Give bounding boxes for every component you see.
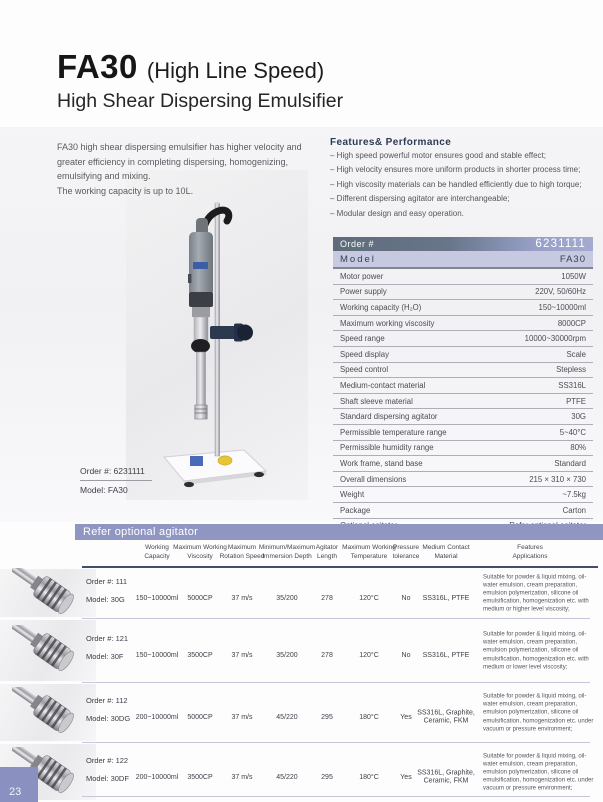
- agitator-model: Model: 30DG: [86, 714, 131, 723]
- viscosity-value: 3500CP: [187, 652, 213, 659]
- speed-value: 37 m/s: [231, 594, 253, 602]
- immersion-value: 45/220: [276, 714, 298, 721]
- spec-value: 5~40°C: [559, 427, 586, 437]
- column-header: Pressure tolerance: [392, 544, 420, 561]
- viscosity-value: 3500CP: [187, 773, 213, 781]
- spec-label: Speed range: [340, 334, 385, 344]
- spec-value: 8000CP: [557, 318, 586, 328]
- features-applications: Suitable for powder & liquid mixing, oil-water emulsion, cream preparation, emulsion polymerization, silicone oil emulsification, homogenization etc. under vacuum or pressure environment;: [483, 752, 594, 792]
- agitator-photo: [12, 625, 90, 677]
- column-header: Medium Contact Material: [422, 544, 470, 561]
- spec-header-row: [333, 237, 593, 251]
- feature-item: – Modular design and easy operation.: [330, 208, 464, 218]
- agitator-order: Order #: 112: [86, 696, 128, 705]
- spec-row: [333, 472, 593, 488]
- product-caption: [80, 466, 152, 495]
- optional-agitator-heading: Refer optional agitator: [75, 524, 603, 540]
- material-value: SS316L, PTFE: [422, 594, 470, 602]
- spec-value: SS316L: [558, 380, 586, 390]
- feature-item: – High viscosity materials can be handled efficiently due to high torque;: [330, 179, 582, 189]
- spec-value: Scale: [566, 349, 586, 359]
- capacity-value: 150~10000ml: [135, 652, 179, 659]
- spec-row: [333, 331, 593, 347]
- material-value: SS316L, Graphite, Ceramic, FKM: [417, 769, 475, 785]
- material-value: SS316L, Graphite, Ceramic, FKM: [417, 709, 475, 725]
- spec-value: Carton: [562, 505, 586, 515]
- length-value: 278: [321, 594, 333, 602]
- caption-model: Model: FA30: [80, 485, 128, 495]
- agitator-order: Order #: 121: [86, 634, 129, 643]
- spec-row: [333, 347, 593, 363]
- viscosity-value: 5000CP: [187, 594, 213, 602]
- spec-label: Standard dispersing agitator: [340, 412, 438, 422]
- page-title: [57, 48, 324, 86]
- spec-row: [333, 363, 593, 379]
- feature-item: – High velocity ensures more uniform products in shorter process time;: [330, 165, 581, 175]
- length-value: 295: [321, 773, 333, 781]
- viscosity-value: 5000CP: [187, 714, 213, 721]
- speed-value: 37 m/s: [231, 714, 253, 721]
- spec-label: Power supply: [340, 287, 387, 297]
- spec-table: [333, 237, 593, 534]
- column-header: Agitator Length: [315, 544, 339, 561]
- page-number: 23: [0, 767, 38, 802]
- spec-row: [333, 409, 593, 425]
- spec-row: [333, 269, 593, 285]
- spec-label: Medium-contact material: [340, 380, 426, 390]
- pressure-value: Yes: [400, 773, 412, 781]
- model-value: FA30: [559, 253, 586, 265]
- spec-model-row: [333, 251, 593, 269]
- capacity-value: 200~10000ml: [135, 773, 179, 781]
- agitator-model: Model: 30G: [86, 594, 125, 604]
- product-subtitle: High Shear Dispersing Emulsifier: [57, 90, 344, 112]
- agitator-row: [0, 743, 603, 802]
- temperature-value: 180°C: [359, 773, 379, 781]
- spec-label: Shaft sleeve material: [340, 396, 413, 406]
- base-yellow-label: [218, 456, 232, 465]
- motor-label: [193, 262, 208, 269]
- temperature-value: 120°C: [359, 652, 379, 659]
- spec-row: [333, 394, 593, 410]
- spec-row: [333, 487, 593, 503]
- immersion-value: 35/200: [276, 652, 298, 659]
- features-applications: Suitable for powder & liquid mixing, oil-water emulsion, cream preparation, emulsion polymerization, silicone oil emulsification, homogenization etc. with medium or higher level viscosity;: [483, 573, 589, 613]
- spec-row: [333, 441, 593, 457]
- column-header: Maximum Rotation Speed: [219, 544, 265, 561]
- spec-label: Speed control: [340, 365, 389, 375]
- agitator-photo: [12, 568, 90, 620]
- agitator-model: Model: 30F: [86, 652, 124, 661]
- spec-value: Standard: [554, 458, 586, 468]
- spec-label: Weight: [340, 490, 365, 500]
- spec-row: [333, 378, 593, 394]
- pressure-value: Yes: [400, 714, 412, 721]
- spec-row: [333, 503, 593, 519]
- spec-row: [333, 425, 593, 441]
- spec-value: 220V, 50/60Hz: [535, 287, 586, 297]
- spec-label: Motor power: [340, 271, 384, 281]
- agitator-model: Model: 30DF: [86, 773, 129, 783]
- agitator-row: [0, 683, 603, 743]
- spec-label: Package: [340, 505, 371, 515]
- spec-value: 1050W: [561, 271, 586, 281]
- base-blue-label: [190, 456, 203, 466]
- temperature-value: 180°C: [359, 714, 379, 721]
- description-capacity: The working capacity is up to 10L.: [57, 185, 194, 196]
- features-applications: Suitable for powder & liquid mixing, oil-water emulsion, cream preparation, emulsion polymerization, silicone oil emulsification, homogenization etc. under vacuum or pressure environment;: [483, 693, 594, 733]
- model-name: FA30: [57, 48, 138, 85]
- order-number-value: 6231111: [535, 238, 586, 250]
- description-paragraph: FA30 high shear dispersing emulsifier has higher velocity and greater efficiency in completing dispersing, homogenizing, emulsifying and mixing.: [57, 142, 302, 181]
- spec-value: 80%: [570, 443, 586, 453]
- spec-value: 10000~30000rpm: [524, 334, 586, 344]
- agitator-row: [0, 568, 603, 619]
- capacity-value: 150~10000ml: [135, 594, 179, 602]
- spec-row: [333, 300, 593, 316]
- length-value: 278: [321, 652, 333, 659]
- spec-value: 30G: [571, 412, 586, 422]
- material-value: SS316L, PTFE: [422, 651, 470, 659]
- spec-label: Speed display: [340, 349, 389, 359]
- spec-label: Work frame, stand base: [340, 458, 423, 468]
- column-header: Features Applications: [512, 544, 548, 561]
- spec-value: 215 × 310 × 730: [529, 474, 586, 484]
- spec-row: [333, 285, 593, 301]
- product-photo: [126, 176, 311, 491]
- feature-item: – Different dispersing agitator are interchangeable;: [330, 194, 510, 204]
- spec-row: [333, 456, 593, 472]
- spec-label: Permissible temperature range: [340, 427, 447, 437]
- pressure-value: No: [401, 594, 411, 602]
- spec-value: 150~10000ml: [538, 302, 586, 312]
- agitator-row: [0, 619, 603, 683]
- caption-order-number: Order #: 6231111: [80, 466, 152, 481]
- column-header: Working Capacity: [144, 544, 170, 561]
- row-divider: [82, 796, 590, 797]
- length-value: 295: [321, 714, 333, 721]
- features-heading: Features& Performance: [330, 137, 452, 148]
- immersion-value: 35/200: [276, 594, 298, 602]
- immersion-value: 45/220: [276, 773, 298, 781]
- spec-label: Maximum working viscosity: [340, 318, 435, 328]
- temperature-value: 120°C: [359, 594, 379, 602]
- spec-label: Overall dimensions: [340, 474, 407, 484]
- agitator-table-header: [0, 541, 603, 567]
- feature-item: – High speed powerful motor ensures good and stable effect;: [330, 151, 546, 160]
- spec-label: Working capacity (H₂O): [340, 302, 422, 312]
- spec-value: PTFE: [566, 396, 586, 406]
- column-header: Minimum/Maximum Immersion Depth: [258, 544, 316, 561]
- model-label: Model: [340, 253, 376, 265]
- features-performance: [330, 137, 600, 220]
- pressure-value: No: [401, 652, 411, 659]
- agitator-order: Order #: 122: [86, 755, 129, 765]
- features-applications: Suitable for powder & liquid mixing, oil-water emulsion, cream preparation, emulsion polymerization, silicone oil emulsification, homogenization etc. with medium or lower level viscosity;: [483, 631, 589, 671]
- order-number-label: Order #: [340, 239, 375, 249]
- model-variant: (High Line Speed): [146, 58, 325, 83]
- spec-label: Permissible humidity range: [340, 443, 434, 453]
- speed-value: 37 m/s: [231, 652, 253, 659]
- spec-row: [333, 316, 593, 332]
- capacity-value: 200~10000ml: [135, 714, 179, 721]
- column-header: Maximum Working Viscosity: [173, 544, 227, 561]
- spec-value: Stepless: [556, 365, 586, 375]
- spec-value: ~7.5kg: [562, 490, 586, 500]
- column-header: Maximum Working Temperature: [342, 544, 396, 561]
- agitator-photo: [12, 687, 90, 739]
- speed-value: 37 m/s: [231, 773, 253, 781]
- agitator-order: Order #: 111: [86, 576, 127, 586]
